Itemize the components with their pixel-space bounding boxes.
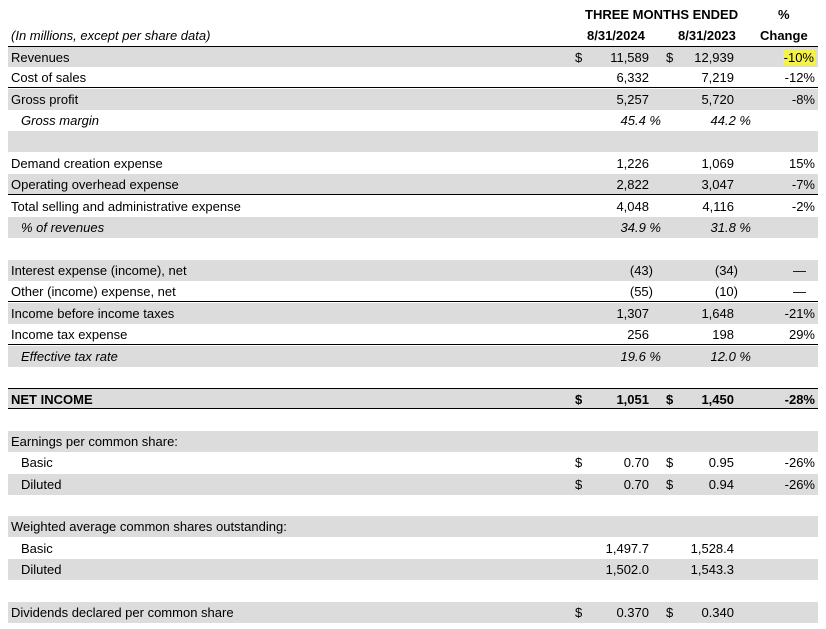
table-row-gross-margin [8, 110, 818, 131]
spacer-row [8, 238, 818, 259]
spacer-row [8, 581, 818, 602]
dollar-sign: $ [575, 392, 583, 407]
value-2024: 1,226 [616, 156, 649, 171]
table-row-total-sga [8, 196, 818, 217]
table-row-other-expense [8, 281, 818, 302]
table-row-interest-expense [8, 260, 818, 281]
table-row-pct-of-revenues [8, 217, 818, 238]
table-row-net-income [8, 388, 818, 409]
dollar-sign: $ [666, 455, 674, 470]
table-row-shares-header [8, 516, 818, 537]
value-2023: 1,450 [701, 392, 734, 407]
table-row-eps-header [8, 431, 818, 452]
dollar-sign: $ [575, 455, 583, 470]
pct-change: -26% [784, 477, 815, 492]
column-header-2024: 8/31/2024 [587, 28, 645, 43]
section-label: Weighted average common shares outstanding: [11, 519, 287, 534]
value-2023: 12,939 [694, 50, 734, 65]
table-row-effective-tax-rate [8, 346, 818, 367]
value-2023: 0.94 [708, 477, 734, 492]
pct-change: — [793, 284, 806, 299]
row-label: Income before income taxes [11, 306, 175, 321]
pct-change: -21% [784, 306, 815, 321]
row-label: NET INCOME [11, 392, 93, 407]
row-label: % of revenues [21, 220, 105, 235]
dollar-sign: $ [666, 605, 674, 620]
pct-change: 29% [788, 327, 815, 342]
value-2024: 1,502.0 [605, 562, 649, 577]
spacer-row [8, 367, 818, 388]
pct-change: -12% [784, 70, 815, 85]
value-2024: 34.9 % [620, 220, 661, 235]
value-2024: 0.70 [623, 477, 649, 492]
row-label: Operating overhead expense [11, 177, 179, 192]
value-2023: 1,069 [701, 156, 734, 171]
value-2023: (10) [714, 284, 738, 299]
dollar-sign: $ [666, 392, 674, 407]
row-label: Basic [21, 541, 53, 556]
pct-change: -28% [784, 392, 815, 407]
spacer-row [8, 131, 818, 152]
value-2024: 6,332 [616, 70, 649, 85]
value-2023: 12.0 % [710, 349, 751, 364]
value-2023: 0.95 [708, 455, 734, 470]
value-2024: 0.370 [616, 605, 649, 620]
dollar-sign: $ [666, 477, 674, 492]
table-row-income-tax [8, 324, 818, 345]
row-label: Diluted [21, 562, 62, 577]
row-label: Revenues [11, 50, 70, 65]
table-row-income-before-taxes [8, 303, 818, 324]
value-2023: 1,528.4 [690, 541, 734, 556]
table-row-dividends [8, 602, 818, 623]
value-2024: 0.70 [623, 455, 649, 470]
value-2023: 7,219 [701, 70, 734, 85]
value-2024: 45.4 % [620, 113, 661, 128]
row-label: Gross margin [21, 113, 100, 128]
value-2023: 5,720 [701, 92, 734, 107]
pct-change: -7% [791, 177, 815, 192]
table-row-demand-creation [8, 153, 818, 174]
value-2023: 0.340 [701, 605, 734, 620]
value-2023: 44.2 % [710, 113, 751, 128]
highlighted-value: -10% [783, 50, 814, 65]
table-row-revenues [8, 46, 818, 67]
value-2024: 1,497.7 [605, 541, 649, 556]
column-header-2023: 8/31/2023 [678, 28, 736, 43]
row-label: Basic [21, 455, 53, 470]
pct-change: -2% [791, 199, 815, 214]
value-2023: 1,543.3 [690, 562, 734, 577]
pct-change [783, 47, 815, 68]
section-label: Earnings per common share: [11, 434, 178, 449]
value-2024: 1,051 [616, 392, 649, 407]
value-2023: 31.8 % [710, 220, 751, 235]
pct-change: -8% [791, 92, 815, 107]
table-row-eps-diluted [8, 474, 818, 495]
value-2023: 1,648 [701, 306, 734, 321]
value-2023: 4,116 [702, 199, 734, 214]
value-2024: 2,822 [616, 177, 649, 192]
spacer-row [8, 410, 818, 431]
dollar-sign: $ [575, 605, 583, 620]
value-2024: 11,589 [610, 50, 649, 65]
table-row-gross-profit [8, 89, 818, 110]
value-2024: 1,307 [616, 306, 649, 321]
row-label: Cost of sales [11, 70, 87, 85]
row-label: Diluted [21, 477, 62, 492]
dollar-sign: $ [575, 50, 583, 65]
spacer-row [8, 495, 818, 516]
value-2024: (43) [629, 263, 653, 278]
value-2024: 4,048 [616, 199, 649, 214]
pct-change: 15% [788, 156, 815, 171]
row-label: Dividends declared per common share [11, 605, 234, 620]
dollar-sign: $ [666, 50, 674, 65]
row-label: Other (income) expense, net [11, 284, 176, 299]
pct-change-header: Change [760, 28, 808, 43]
pct-change: -26% [784, 455, 815, 470]
period-title: THREE MONTHS ENDED [585, 7, 739, 22]
table-row-shares-basic [8, 538, 818, 559]
units-note: (In millions, except per share data) [11, 28, 211, 43]
row-label: Total selling and administrative expense [11, 199, 241, 214]
table-row-eps-basic [8, 452, 818, 473]
value-2024: 5,257 [616, 92, 649, 107]
row-label: Effective tax rate [21, 349, 118, 364]
dollar-sign: $ [575, 477, 583, 492]
pct-change: — [793, 263, 806, 278]
row-label: Interest expense (income), net [11, 263, 187, 278]
table-row-shares-diluted [8, 559, 818, 580]
table-row-cost-of-sales [8, 67, 818, 88]
value-2023: (34) [714, 263, 738, 278]
row-label: Gross profit [11, 92, 79, 107]
value-2024: (55) [629, 284, 653, 299]
table-row-operating-overhead [8, 174, 818, 195]
pct-title: % [778, 7, 790, 22]
row-label: Demand creation expense [11, 156, 163, 171]
value-2023: 198 [712, 327, 734, 342]
value-2024: 256 [627, 327, 649, 342]
value-2023: 3,047 [701, 177, 734, 192]
row-label: Income tax expense [11, 327, 128, 342]
value-2024: 19.6 % [620, 349, 661, 364]
